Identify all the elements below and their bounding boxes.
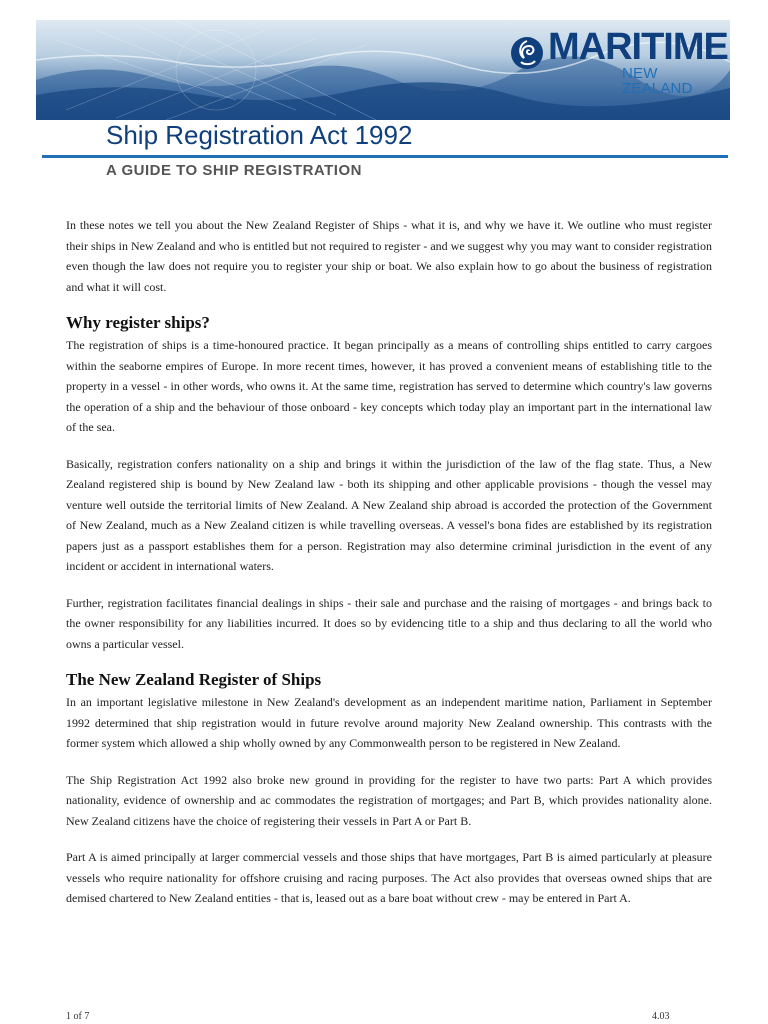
- paragraph: The registration of ships is a time-honoured practice. It began principally as a means of controlling ships entitled to carry cargoes within the seaborne empires of Europe. In more recent times, however, it has proved a convenient means of establishing title to the property in a vessel - in other words, who owns it. At the same time, registration has served to determine which country's law governs the operation of a ship and the behaviour of those onboard - key concepts which today play an important part in the international law of the sea.: [66, 338, 712, 434]
- document-body: [66, 215, 712, 925]
- maritime-nz-emblem-icon: [510, 36, 544, 70]
- document-version: 4.03: [652, 1011, 670, 1022]
- paragraph: Further, registration facilitates financial dealings in ships - their sale and purchase and the raising of mortgages - and brings back to the owner responsibility for any liabilities incurred. It does so by evidencing title to a ship and thus declaring to all the world who owns a particular vessel.: [66, 595, 712, 651]
- document-subtitle: A GUIDE TO SHIP REGISTRATION: [106, 162, 362, 179]
- paragraph: The Ship Registration Act 1992 also broke new ground in providing for the register to have two parts: Part A which provides nationality, evidence of ownership and ac commodates the registration of mortgages; and Part B, which provides nationality alone. New Zealand citizens have the choice of registering their vessels in Part A or Part B.: [66, 772, 712, 828]
- section-heading-nz-register: The New Zealand Register of Ships: [66, 670, 322, 689]
- maritime-nz-logo[interactable]: [510, 26, 730, 106]
- header-banner: [36, 20, 730, 120]
- intro-paragraph: In these notes we tell you about the New Zealand Register of Ships - what it is, and why we have it. We outline who must register their ships in New Zealand and who is entitled but not required to register - and we suggest why you may want to consider registration even though the law does not require you to register your ship or boat. We also explain how to go about the business of registration and what it will cost.: [66, 218, 712, 294]
- logo-subtext: NEW ZEALAND: [622, 65, 693, 97]
- logo-wordmark: MARITIME: [548, 26, 728, 68]
- paragraph: Basically, registration confers nationality on a ship and brings it within the jurisdiction of the law of the flag state. Thus, a New Zealand registered ship is bound by New Zealand law - both its shipping and other applicable provisions - though the vessel may venture well outside the territorial limits of New Zealand. A New Zealand ship abroad is accorded the protection of the Government of New Zealand, much as a New Zealand citizen is while travelling overseas. A vessel's bona fides are established by its registration papers just as a passport establishes them for a person. Registration may also determine criminal jurisdiction in the event of any incident or accident in international waters.: [66, 456, 712, 573]
- section-heading-why-register: Why register ships?: [66, 313, 210, 332]
- document-title: Ship Registration Act 1992: [106, 120, 413, 150]
- paragraph: Part A is aimed principally at larger commercial vessels and those ships that have mortgages, Part B is aimed particularly at pleasure vessels who require nationality for offshore cruising and racing purposes. The Act also provides that overseas owned ships that are demised chartered to New Zealand entities - that is, leased out as a bare boat without crew - may be entered in Part A.: [66, 850, 712, 905]
- paragraph: In an important legislative milestone in New Zealand's development as an independent maritime nation, Parliament in September 1992 determined that ship registration would in future revolve around majority New Zealand ownership. This contrasts with the former system which allowed a ship wholly owned by any Commonwealth person to be registered in New Zealand.: [66, 695, 712, 750]
- page-number: 1 of 7: [66, 1011, 90, 1022]
- title-divider: [42, 155, 728, 158]
